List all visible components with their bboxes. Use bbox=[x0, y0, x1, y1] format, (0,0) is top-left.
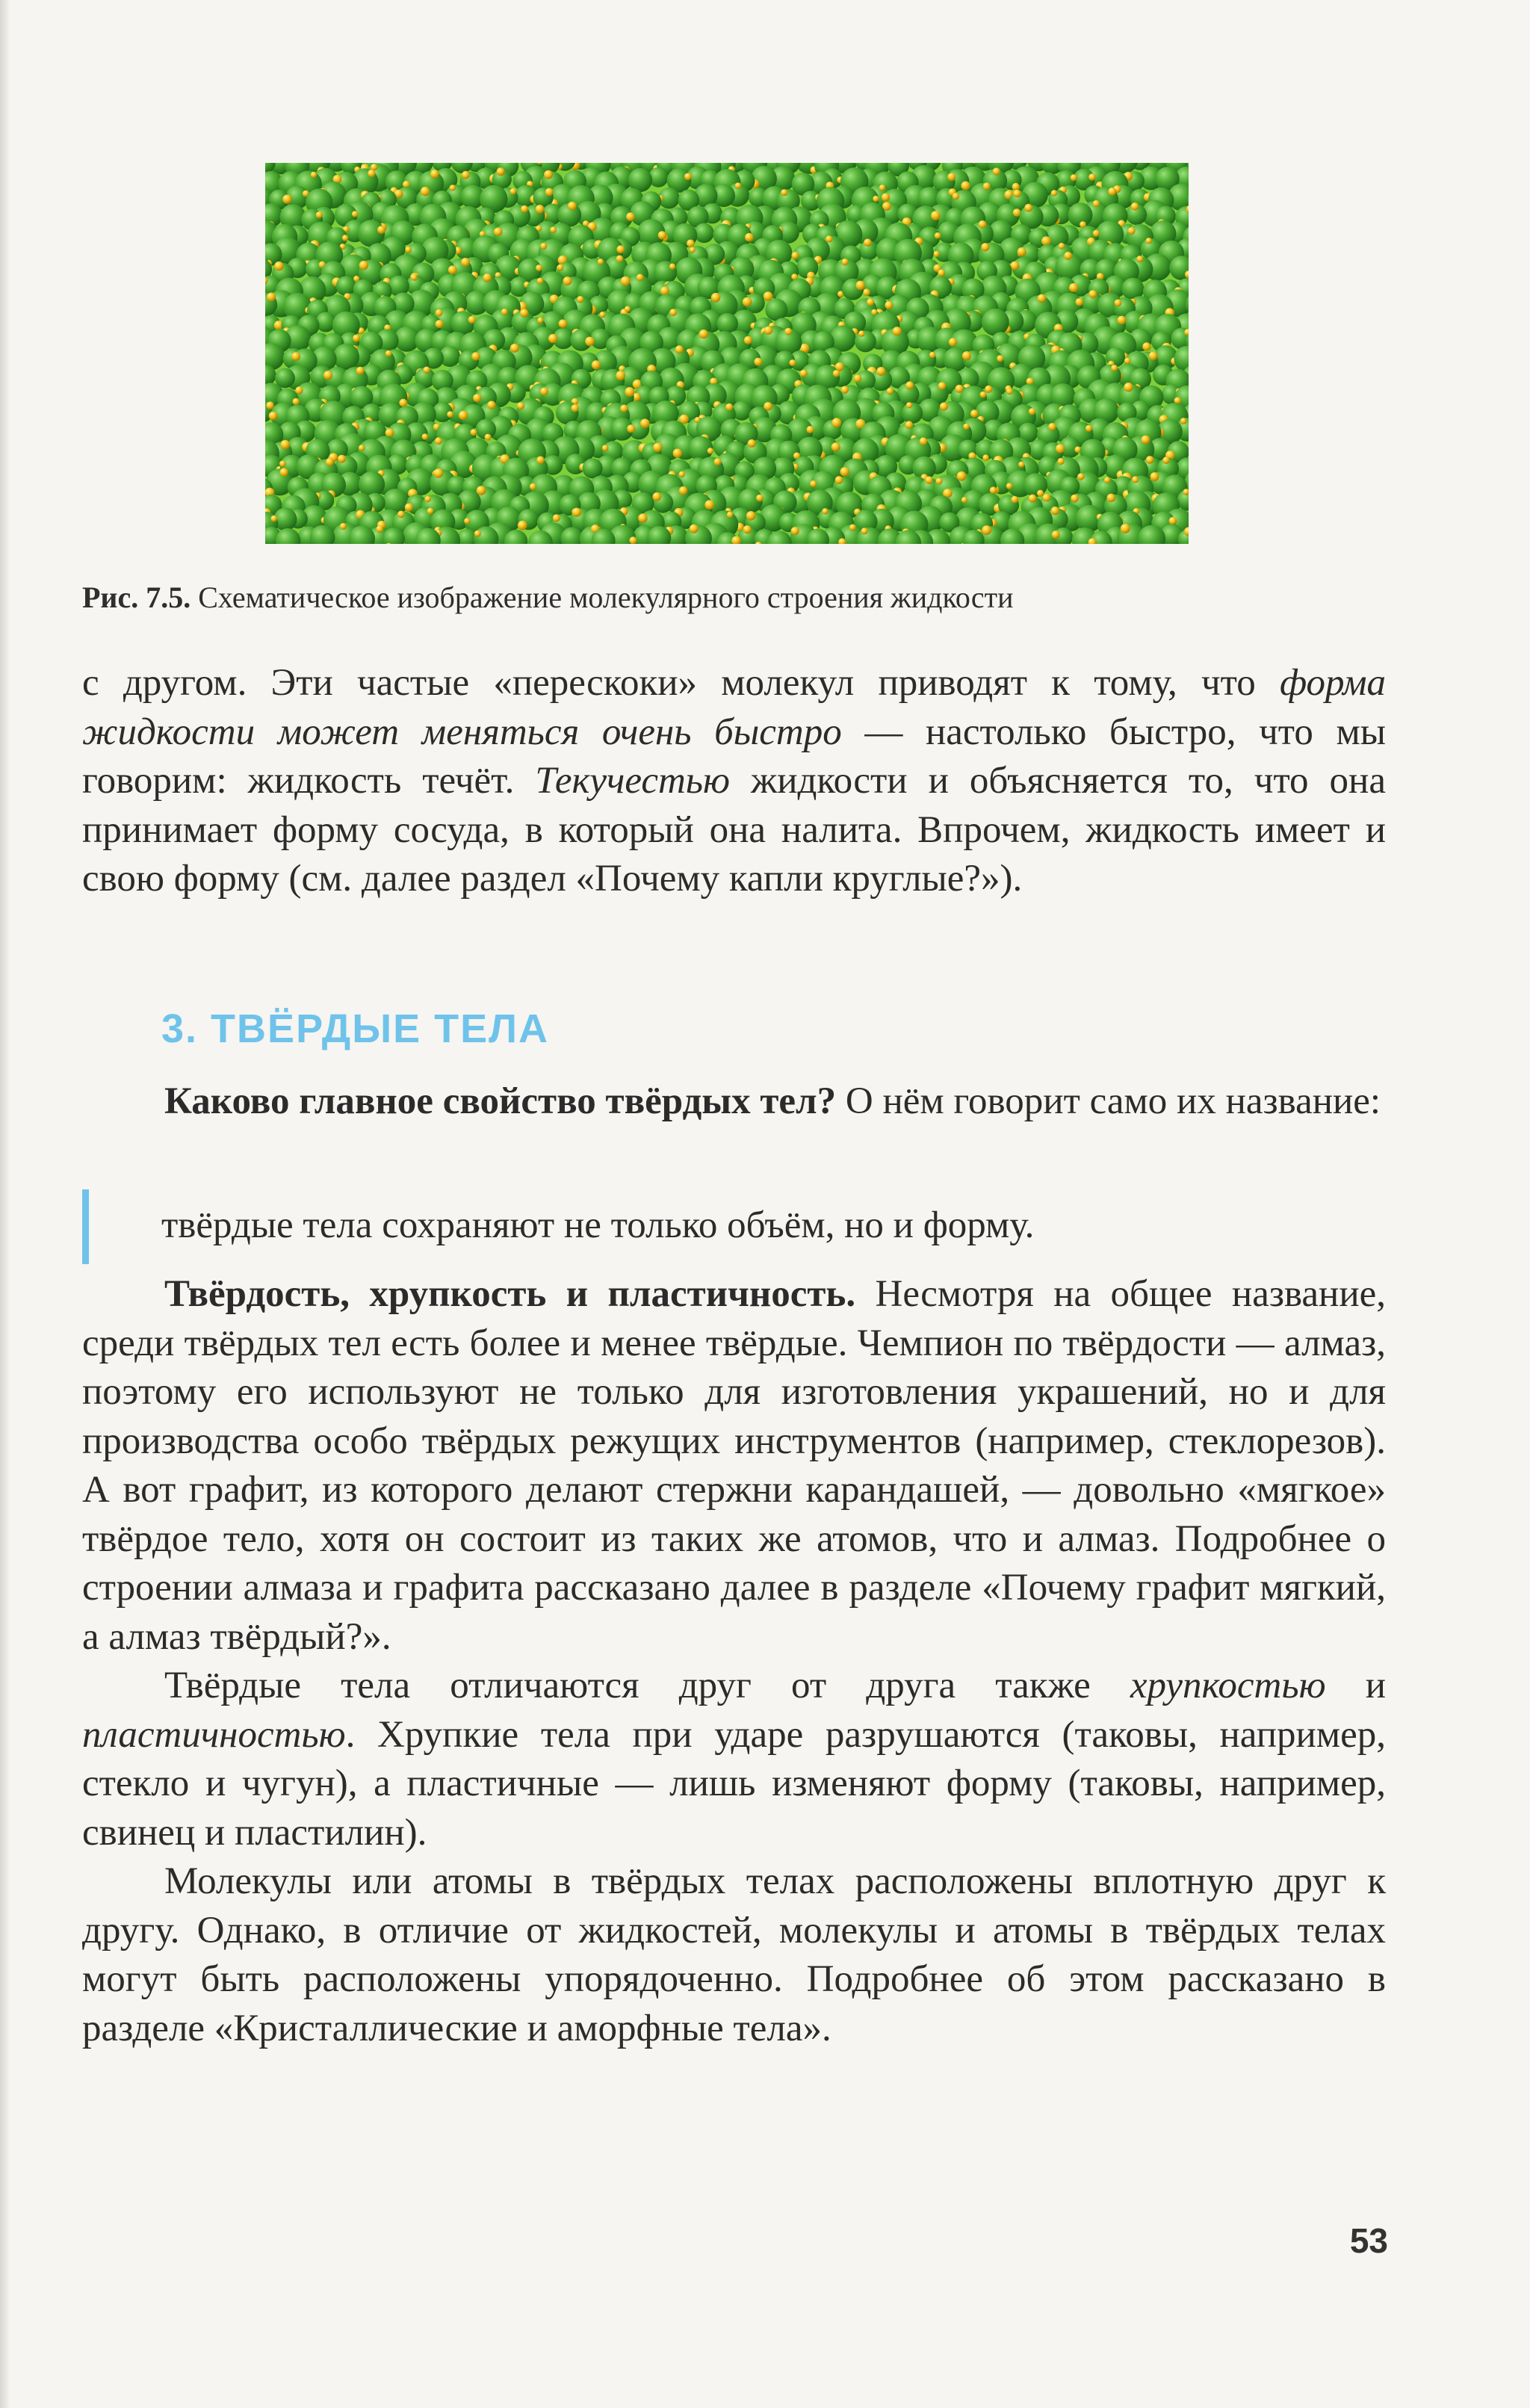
para4-text-2: и bbox=[1325, 1665, 1386, 1706]
figure-caption-label: Рис. 7.5. bbox=[82, 581, 191, 614]
para1-text-3: жидкости и объясняется то, что она принимает форму сосуда, в который она налита. Впрочем, жидкость имеет и свою форму (см. далее раздел «Почему капли круглые?»). bbox=[82, 760, 1386, 900]
para1-text-2: — настолько быстро, что мы говорим: жидкость течёт. bbox=[82, 711, 1386, 802]
para5-text: Молекулы или атомы в твёрдых телах расположены вплотную друг к другу. Однако, в отличие от жидкостей, молекулы и атомы в твёрдых телах могут быть расположены упорядоченно. Подробнее об этом рассказано в разделе «Кристаллические и аморфные тела». bbox=[82, 1860, 1386, 2049]
figure-caption bbox=[82, 577, 1397, 619]
paragraph-brittleness bbox=[82, 1662, 1386, 1857]
section-heading: 3. ТВЁРДЫЕ ТЕЛА bbox=[161, 1006, 550, 1051]
para1-emphasis-1: форма жидкости может меняться очень быстро bbox=[82, 662, 1386, 753]
paragraph-hardness bbox=[82, 1270, 1386, 1662]
para2-text: О нём говорит само их название: bbox=[836, 1080, 1381, 1122]
figure-liquid-molecules bbox=[265, 163, 1189, 544]
para2-bold-lead: Каково главное свойство твёрдых тел? bbox=[164, 1080, 837, 1122]
paragraph-main-property bbox=[82, 1077, 1386, 1127]
paragraphs-solid-properties bbox=[82, 1270, 1386, 2053]
molecule bbox=[654, 261, 677, 284]
para3-bold-lead: Твёрдость, хрупкость и пластичность. bbox=[164, 1273, 856, 1315]
molecule bbox=[1023, 473, 1047, 497]
page-number: 53 bbox=[1349, 2221, 1388, 2260]
molecule bbox=[583, 458, 603, 478]
paragraph-liquid-fluidity bbox=[82, 659, 1386, 904]
para4-text-1: Твёрдые тела отличаются друг от друга также bbox=[164, 1665, 1130, 1706]
para1-emphasis-2: Текучестью bbox=[535, 760, 730, 802]
binding-shadow bbox=[0, 0, 10, 2408]
molecule bbox=[652, 492, 673, 513]
molecule bbox=[694, 223, 714, 244]
molecule bbox=[333, 344, 359, 370]
para3-text: Несмотря на общее название, среди твёрдых тел есть более и менее твёрдые. Чемпион по твёрдости — алмаз, поэтому его используют не только для изготовления украшений, но и для производства особо твёрдых режущих инструментов (например, стеклорезов). А вот графит, из которого делают стержни карандашей, — довольно «мягкое» твёрдое тело, хотя он состоит из таких же атомов, что и алмаз. Подробнее о строении алмаза и графита рассказано далее в разделе «Почему графит мягкий, а алмаз твёрдый?». bbox=[82, 1273, 1386, 1658]
definition-callout bbox=[82, 1189, 1386, 1264]
molecule bbox=[336, 276, 356, 297]
molecule bbox=[982, 309, 1009, 336]
molecule bbox=[855, 330, 876, 352]
paragraph-arrangement bbox=[82, 1857, 1386, 2053]
molecule bbox=[765, 299, 787, 321]
molecule bbox=[1106, 347, 1125, 367]
para4-text-3: . Хрупкие тела при ударе разрушаются (таковы, например, стекло и чугун), а пластичные — лишь изменяют форму (таковы, например, свинец и пластилин). bbox=[82, 1713, 1386, 1854]
definition-accent-bar bbox=[82, 1189, 89, 1264]
figure-caption-text: Схематическое изображение молекулярного строения жидкости bbox=[198, 581, 1014, 614]
para1-text-1: с другом. Эти частые «перескоки» молекул приводят к тому, что bbox=[82, 662, 1280, 704]
liquid-molecules-illustration bbox=[265, 163, 1189, 544]
para4-emphasis-2: пластичностью bbox=[82, 1713, 346, 1756]
para4-emphasis-1: хрупкостью bbox=[1130, 1665, 1326, 1706]
definition-text: твёрдые тела сохраняют не только объём, но и форму. bbox=[161, 1204, 1035, 1246]
